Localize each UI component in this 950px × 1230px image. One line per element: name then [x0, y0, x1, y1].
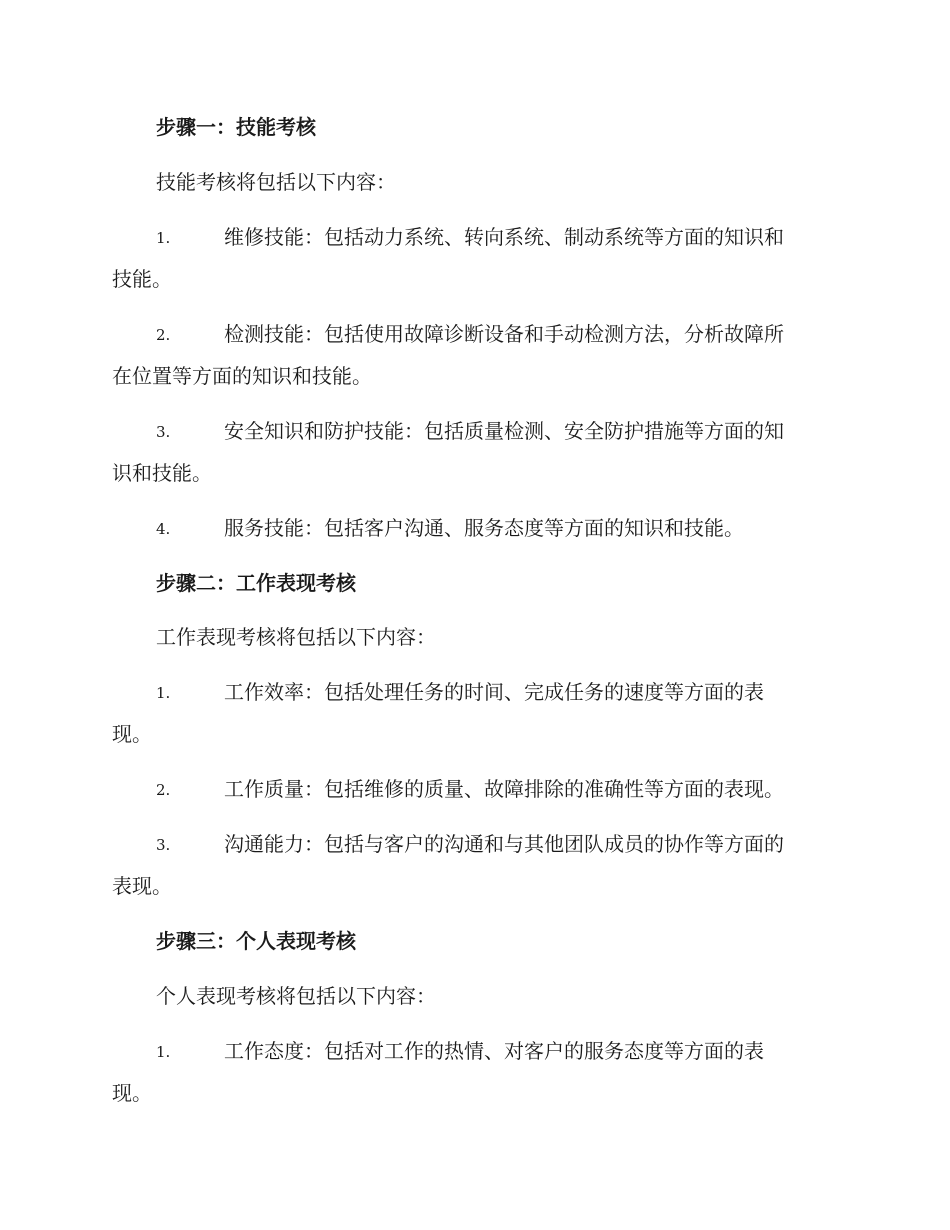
list-item-continuation: 识和技能。 [112, 461, 212, 485]
list-item-text: 安全知识和防护技能：包括质量检测、安全防护措施等方面的知 [224, 419, 784, 443]
section-heading: 步骤三：个人表现考核 [156, 929, 356, 953]
section-heading: 步骤二：工作表现考核 [156, 571, 356, 595]
list-item-continuation: 表现。 [112, 874, 172, 898]
list-item-text: 检测技能：包括使用故障诊断设备和手动检测方法，分析故障所 [224, 322, 784, 346]
section-intro: 工作表现考核将包括以下内容： [156, 625, 436, 649]
list-number: 3. [156, 836, 171, 854]
list-item-text: 沟通能力：包括与客户的沟通和与其他团队成员的协作等方面的 [224, 832, 784, 856]
list-item-text: 工作态度：包括对工作的热情、对客户的服务态度等方面的表 [224, 1039, 764, 1063]
list-number: 3. [156, 423, 171, 441]
list-number: 1. [156, 684, 171, 702]
list-item-continuation: 在位置等方面的知识和技能。 [112, 364, 372, 388]
list-item-text: 工作质量：包括维修的质量、故障排除的准确性等方面的表现。 [224, 777, 784, 801]
list-item-continuation: 技能。 [112, 267, 172, 291]
list-item-text: 服务技能：包括客户沟通、服务态度等方面的知识和技能。 [224, 516, 744, 540]
list-number: 1. [156, 1043, 171, 1061]
list-item-text: 工作效率：包括处理任务的时间、完成任务的速度等方面的表 [224, 680, 764, 704]
list-item-continuation: 现。 [112, 1081, 152, 1105]
list-item-continuation: 现。 [112, 722, 152, 746]
section-intro: 技能考核将包括以下内容： [156, 170, 396, 194]
list-number: 2. [156, 326, 171, 344]
section-intro: 个人表现考核将包括以下内容： [156, 984, 436, 1008]
list-item-text: 维修技能：包括动力系统、转向系统、制动系统等方面的知识和 [224, 225, 784, 249]
list-number: 1. [156, 229, 171, 247]
section-heading: 步骤一：技能考核 [156, 115, 316, 139]
list-number: 4. [156, 520, 171, 538]
list-number: 2. [156, 781, 171, 799]
